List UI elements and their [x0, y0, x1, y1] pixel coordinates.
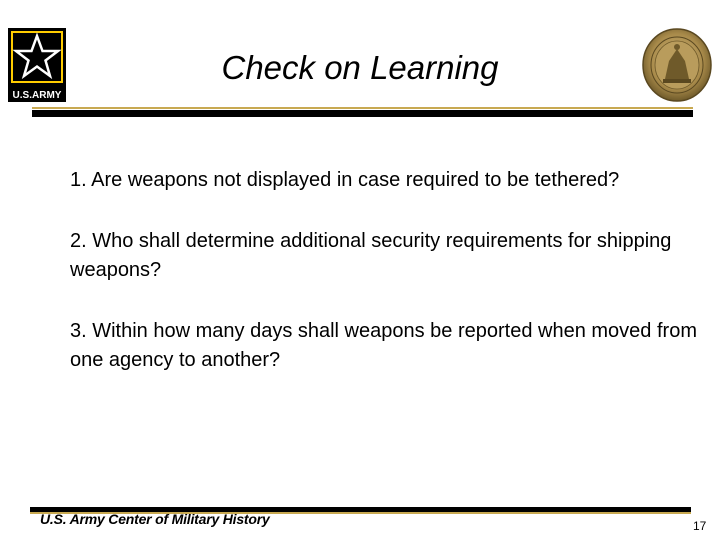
page-title: Check on Learning — [221, 49, 499, 86]
center-of-military-history-seal-icon — [641, 27, 713, 103]
army-star-icon — [8, 28, 66, 102]
question-1: 1. Are weapons not displayed in case required to be tethered? — [70, 169, 620, 191]
svg-text:U.S.ARMY: U.S.ARMY — [12, 90, 62, 101]
question-list — [70, 166, 700, 407]
question-2: 2. Who shall determine additional security requirements for shipping weapons? — [70, 230, 672, 281]
header-accent-rule — [32, 107, 693, 109]
page-number: 17 — [693, 519, 707, 533]
question-3: 3. Within how many days shall weapons be reported when moved from one agency to another? — [70, 320, 697, 371]
footer-organization: U.S. Army Center of Military History — [40, 511, 270, 527]
header-divider — [32, 110, 693, 117]
